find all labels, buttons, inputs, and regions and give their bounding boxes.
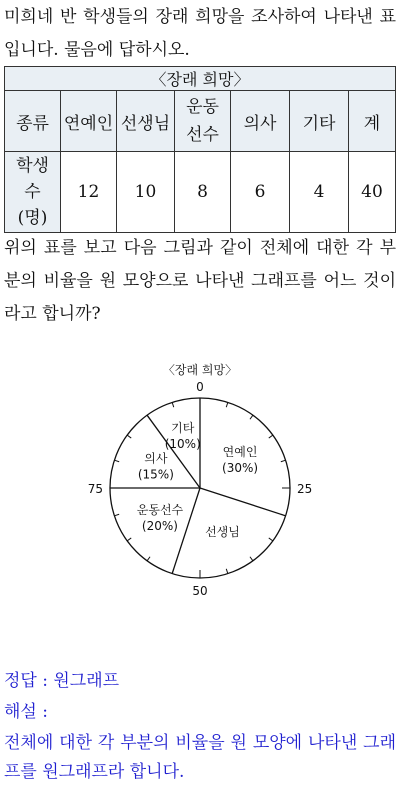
- answer-line: 정답 : 원그래프: [4, 671, 120, 691]
- row-label-text: 학생수(명): [16, 156, 49, 228]
- value-total: 40: [349, 152, 396, 233]
- slice-label-0: 연예인: [222, 444, 258, 459]
- row-label: [5, 152, 61, 233]
- intro-line-1: 미희네 반 학생들의 장래 희망을 조사하여 나타낸 표: [4, 7, 396, 27]
- value-athlete: 8: [175, 152, 231, 233]
- slice-percent-2: (20%): [141, 519, 178, 534]
- pie-chart: [70, 360, 330, 600]
- explanation-title: 해설 :: [4, 702, 48, 722]
- slice-label-1: 선생님: [205, 525, 240, 540]
- header-type: 종류: [5, 91, 61, 152]
- scale-label-50: 50: [192, 584, 208, 598]
- explanation-line-2: 프를 원그래프라 합니다.: [4, 762, 185, 782]
- question-line-2: 분의 비율을 원 모양으로 나타낸 그래프를 어느 것이: [4, 271, 396, 291]
- slice-label-3: 의사: [144, 451, 168, 466]
- header-doctor: 의사: [231, 91, 290, 152]
- hope-table: [4, 66, 396, 233]
- question-line-3: 라고 합니까?: [4, 304, 101, 324]
- value-other: 4: [290, 152, 349, 233]
- header-athlete-text: 운동선수: [186, 97, 219, 145]
- header-entertainer: 연예인: [61, 91, 117, 152]
- header-other: 기타: [290, 91, 349, 152]
- slice-percent-0: (30%): [222, 460, 259, 475]
- question-line-1: 위의 표를 보고 다음 그림과 같이 전체에 대한 각 부: [4, 238, 396, 258]
- scale-label-0: 0: [196, 380, 204, 394]
- table-caption: 〈장래 희망〉: [5, 67, 396, 91]
- value-doctor: 6: [231, 152, 290, 233]
- chart-title: 〈장래 희망〉: [162, 363, 238, 377]
- scale-label-25: 25: [297, 482, 313, 496]
- header-athlete: [175, 91, 231, 152]
- slice-label-2: 운동선수: [136, 503, 184, 518]
- explanation-line-1: 전체에 대한 각 부분의 비율을 원 모양에 나타낸 그래: [4, 733, 396, 753]
- value-teacher: 10: [117, 152, 175, 233]
- slice-label-4: 기타: [171, 420, 195, 435]
- scale-label-75: 75: [87, 482, 103, 496]
- header-total: 계: [349, 91, 396, 152]
- slice-percent-3: (15%): [137, 467, 174, 482]
- slice-percent-4: (10%): [164, 436, 201, 451]
- header-teacher: 선생님: [117, 91, 175, 152]
- value-entertainer: 12: [61, 152, 117, 233]
- intro-line-2: 입니다. 물음에 답하시오.: [4, 40, 190, 60]
